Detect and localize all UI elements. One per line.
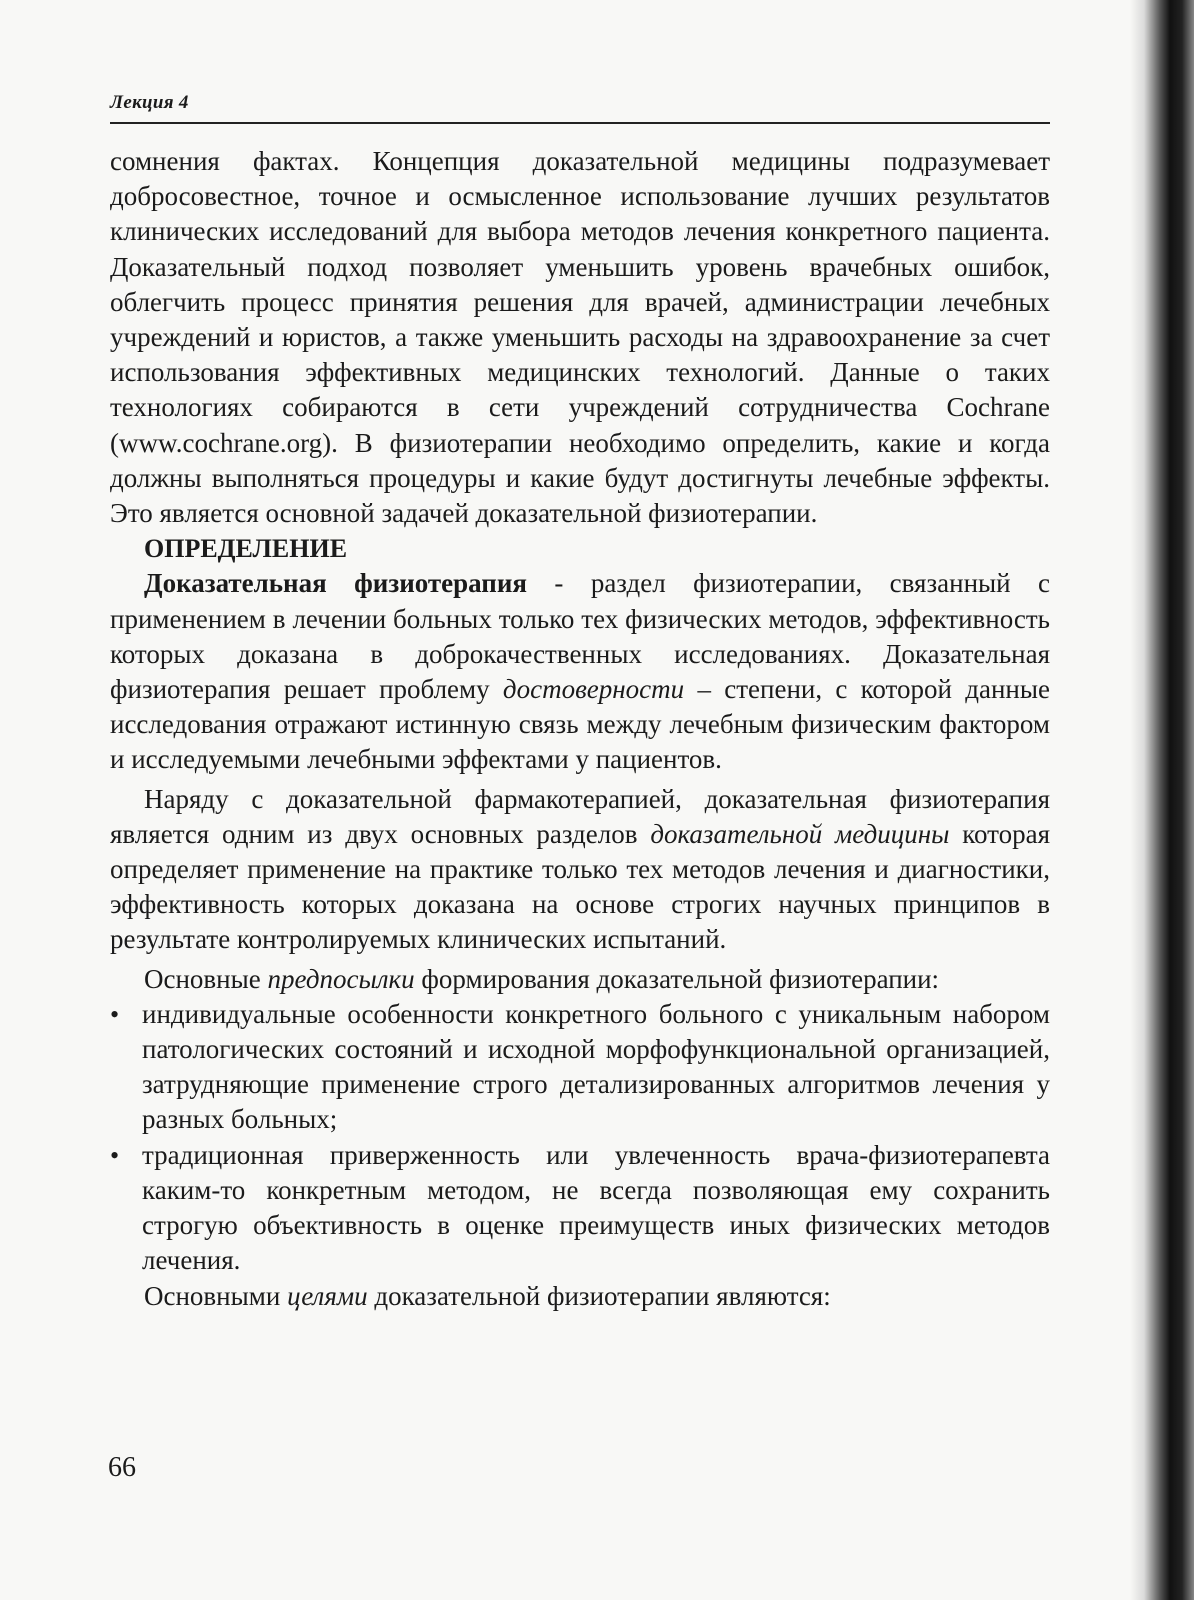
- goals-paragraph: [110, 1279, 1050, 1314]
- goals-emphasis: целями: [287, 1280, 368, 1311]
- binding-shadow: [1130, 0, 1194, 1600]
- goals-text-1: Основными: [144, 1280, 288, 1311]
- list-item: • традиционная приверженность или увлеченность врача-физиотерапевта каким-то конкретным методом, не всегда позволяющая ему сохранить строгую объективность в оценке преимуществ иных физических методов лечения.: [110, 1138, 1050, 1279]
- intro-paragraph: сомнения фактах. Концепция доказательной медицины подразумевает добросовестное, точное и осмысленное использование лучших результатов клинических исследований для выбора методов лечения конкретного пациента. Доказательный подход позволяет уменьшить уровень врачебных ошибок, облегчить процесс принятия решения для врачей, администрации лечебных учреждений и юристов, а также уменьшить расходы на здравоохранение за счет использования эффективных медицинских технологий. Данные о таких технологиях собираются в сети учреждений сотрудничества Cochrane (www.cochrane.org). В физиотерапии необходимо определить, какие и когда должны выполняться процедуры и какие будут достигнуты лечебные эффекты. Это является основной задачей доказательной физиотерапии.: [110, 146, 1050, 529]
- paragraph-2-emphasis: доказательной медицины: [650, 818, 950, 849]
- running-head: Лекция 4: [110, 92, 189, 113]
- page-body: [110, 144, 1050, 1314]
- goals-text-2: доказательной физиотерапии являются:: [367, 1280, 831, 1311]
- definition-text-2: – степени, с которой данные исследования отражают истинную связь между лечебным физическим фактором и исследуемыми лечебными эффектами у пациентов.: [110, 674, 1050, 775]
- prerequisites-paragraph: [110, 962, 1050, 997]
- definition-term: Доказательная физиотерапия: [144, 568, 528, 599]
- prerequisites-emphasis: предпосылки: [267, 963, 415, 994]
- paragraph-2-text-2: которая определяет применение на практике только тех методов лечения и диагностики, эффективность которых доказана на основе строгих научных принципов в результате контролируемых клинических испытаний.: [110, 818, 1050, 955]
- list-item: • индивидуальные особенности конкретного больного с уникальным набором патологических состояний и исходной морфофункциональной организацией, затрудняющие применение строго детализированных алгоритмов лечения у разных больных;: [110, 997, 1050, 1138]
- prerequisites-list: [110, 997, 1050, 1279]
- definition-emphasis: достоверности: [502, 674, 685, 705]
- paragraph-2-text-1: Наряду с доказательной фармакотерапией, доказательная физиотерапия является одним из двух основных разделов: [110, 783, 1050, 849]
- section-title: ОПРЕДЕЛЕНИЕ: [144, 534, 348, 564]
- prerequisites-text-1: Основные: [144, 963, 268, 994]
- prerequisites-text-2: формирования доказательной физиотерапии:: [414, 963, 940, 994]
- page-number: 66: [108, 1452, 136, 1483]
- header-rule: [110, 122, 1050, 124]
- definition-text-1: - раздел физиотерапии, связанный с применением в лечении больных только тех физических методов, эффективность которых доказана в доброкачественных исследованиях. Доказательная физиотерапия решает проблему: [110, 568, 1050, 705]
- definition-paragraph: [110, 566, 1050, 777]
- medicine-paragraph: [110, 782, 1050, 958]
